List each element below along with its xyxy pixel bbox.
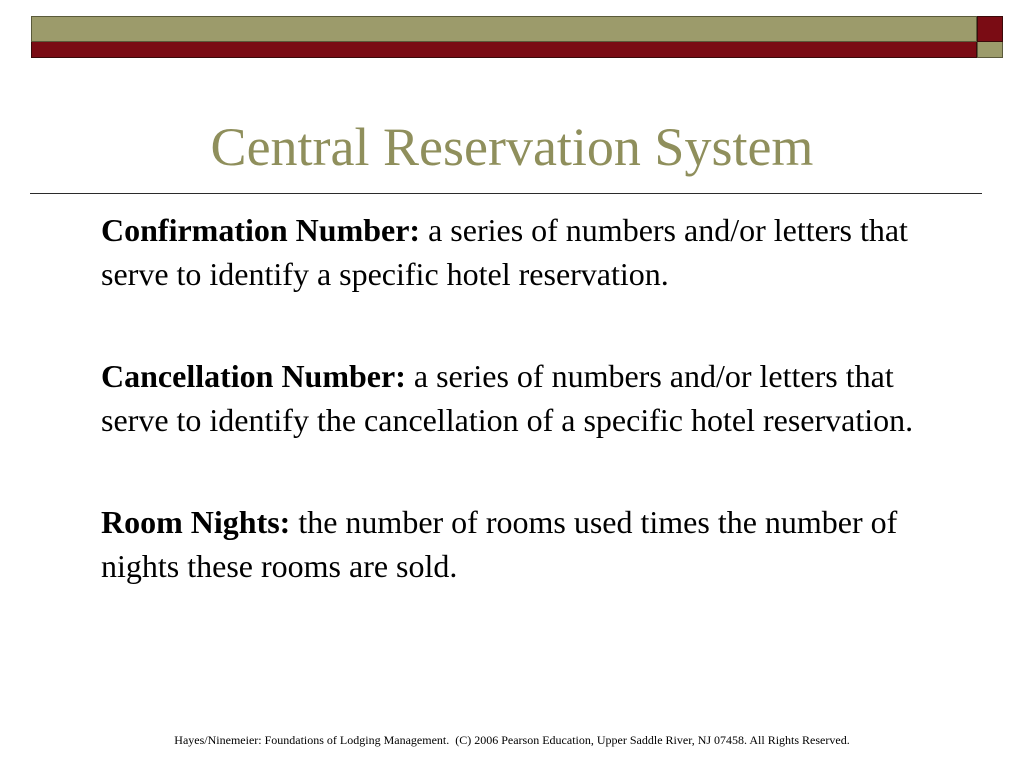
title-divider (30, 193, 982, 194)
header-bar-maroon (31, 42, 977, 58)
header-bar-olive (31, 16, 977, 42)
definition-item (101, 500, 951, 588)
header-square-olive (977, 42, 1003, 58)
header-square-maroon (977, 16, 1003, 42)
definition-term: Room Nights: (101, 504, 291, 540)
definition-text: a series of numbers and/or letters that serve to identify a specific hotel reservation. (101, 212, 908, 292)
definition-item (101, 208, 951, 296)
copyright-footer: Hayes/Ninemeier: Foundations of Lodging Management. (C) 2006 Pearson Education, Upper Saddle River, NJ 07458. All Rights Reserved. (174, 733, 850, 747)
definition-text: the number of rooms used times the number of nights these rooms are sold. (101, 504, 898, 584)
slide-title: Central Reservation System (210, 117, 814, 177)
definition-term: Confirmation Number: (101, 212, 421, 248)
definition-term: Cancellation Number: (101, 358, 406, 394)
definition-text: a series of numbers and/or letters that serve to identify the cancellation of a specific hotel reservation. (101, 358, 914, 438)
definition-item (101, 354, 951, 442)
definitions-list (101, 208, 951, 646)
